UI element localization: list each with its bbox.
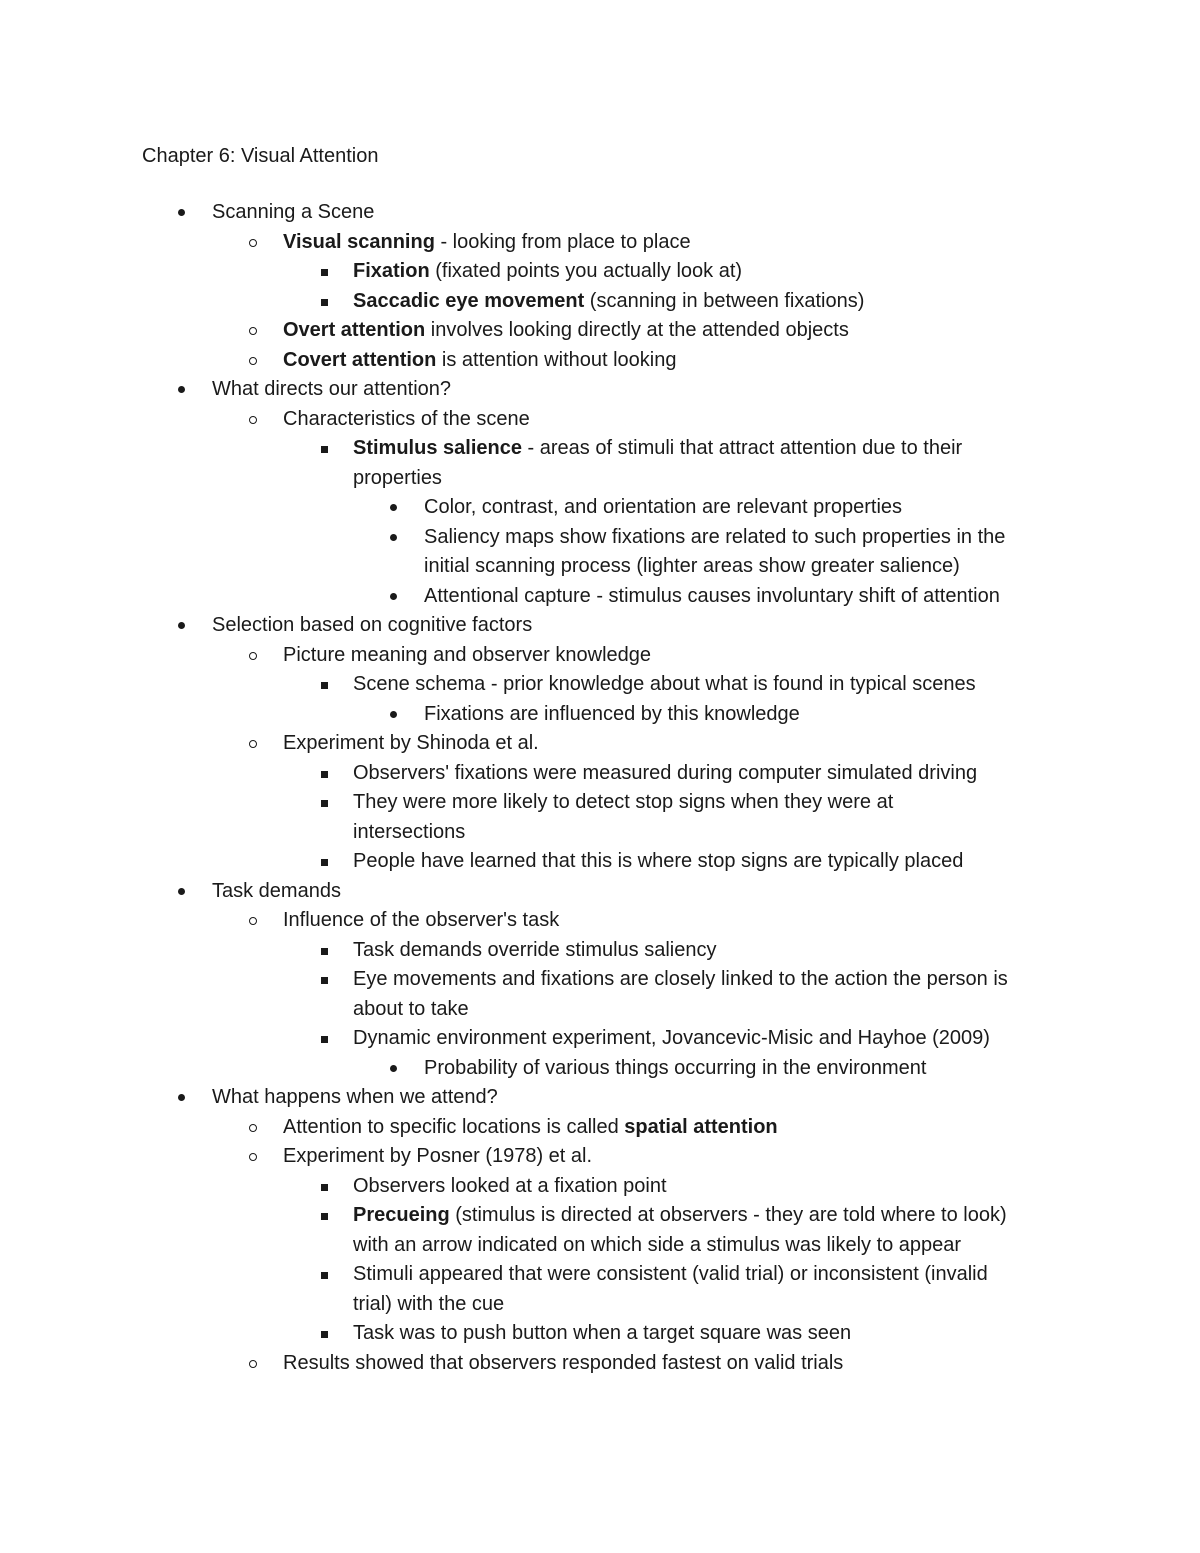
bold-term: Covert attention [283, 348, 437, 371]
item-text: about to take [353, 997, 469, 1020]
item-text: (stimulus is directed at observers - they are told where to look) [449, 1204, 1007, 1226]
disc-bullet-icon [386, 700, 406, 730]
bold-term: Fixation [353, 260, 430, 282]
item-text: Task was to push button when a target square was seen [353, 1322, 852, 1344]
square-bullet-icon [316, 759, 336, 789]
disc-bullet-icon [174, 611, 194, 641]
item-text: They were more likely to detect stop signs when they were at [353, 791, 894, 813]
item-text: Task demands override stimulus saliency [353, 938, 717, 961]
list-item [0, 877, 1200, 907]
list-item [0, 641, 1200, 671]
square-bullet-icon [316, 1201, 336, 1231]
disc-bullet-icon [174, 198, 194, 228]
item-text: Selection based on cognitive factors [212, 614, 533, 636]
circle-bullet-icon [245, 405, 265, 435]
list-item [0, 847, 1200, 877]
item-text: - areas of stimuli that attract attention due to their [521, 437, 963, 459]
disc-bullet-icon [386, 582, 406, 612]
list-item [0, 1349, 1200, 1379]
item-text: is attention without looking [436, 348, 677, 371]
list-item [0, 257, 1200, 287]
square-bullet-icon [316, 1260, 336, 1290]
list-item [0, 405, 1200, 435]
list-item [0, 287, 1200, 317]
disc-bullet-icon [386, 493, 406, 523]
list-item-continuation [0, 818, 1200, 848]
item-text: Task demands [212, 879, 341, 902]
list-item-continuation [0, 464, 1200, 494]
list-item [0, 906, 1200, 936]
item-text: Observers' fixations were measured during computer simulated driving [353, 761, 978, 784]
square-bullet-icon [316, 434, 336, 464]
list-item [0, 375, 1200, 405]
list-item [0, 759, 1200, 789]
bold-term: Precueing [353, 1204, 450, 1226]
item-text: initial scanning process (lighter areas show greater salience) [424, 555, 960, 577]
list-item [0, 936, 1200, 966]
list-item [0, 1113, 1200, 1143]
list-item [0, 316, 1200, 346]
list-item [0, 1201, 1200, 1231]
square-bullet-icon [316, 936, 336, 966]
disc-bullet-icon [386, 523, 406, 553]
disc-bullet-icon [386, 1054, 406, 1084]
list-item [0, 1024, 1200, 1054]
bullet-outline [0, 198, 1200, 1378]
item-text: Scene schema - prior knowledge about what is found in typical scenes [353, 673, 976, 695]
bold-term: Overt attention [283, 319, 426, 341]
list-item [0, 228, 1200, 258]
list-item [0, 1260, 1200, 1290]
item-text: Experiment by Shinoda et al. [283, 732, 539, 754]
list-item-continuation [0, 1290, 1200, 1320]
item-text: Saliency maps show fixations are related to such properties in the [424, 525, 1006, 548]
list-item-continuation [0, 552, 1200, 582]
circle-bullet-icon [245, 1142, 265, 1172]
circle-bullet-icon [245, 346, 265, 376]
item-text: (fixated points you actually look at) [429, 260, 743, 282]
item-text: properties [353, 466, 442, 489]
list-item [0, 965, 1200, 995]
circle-bullet-icon [245, 1349, 265, 1379]
list-item [0, 1083, 1200, 1113]
square-bullet-icon [316, 1319, 336, 1349]
list-item [0, 1172, 1200, 1202]
item-text: Fixations are influenced by this knowledge [424, 702, 800, 725]
square-bullet-icon [316, 965, 336, 995]
item-text: - looking from place to place [434, 230, 691, 253]
square-bullet-icon [316, 847, 336, 877]
item-text: intersections [353, 820, 466, 843]
item-text: Picture meaning and observer knowledge [283, 643, 651, 666]
list-item [0, 1054, 1200, 1084]
item-text: Results showed that observers responded fastest on valid trials [283, 1351, 844, 1374]
disc-bullet-icon [174, 1083, 194, 1113]
item-text: People have learned that this is where stop signs are typically placed [353, 850, 964, 872]
item-text: What happens when we attend? [212, 1086, 498, 1108]
item-text: Attentional capture - stimulus causes involuntary shift of attention [424, 584, 1000, 607]
square-bullet-icon [316, 1172, 336, 1202]
item-text: trial) with the cue [353, 1292, 505, 1315]
circle-bullet-icon [245, 906, 265, 936]
circle-bullet-icon [245, 1113, 265, 1143]
document-title: Chapter 6: Visual Attention [142, 145, 379, 167]
circle-bullet-icon [245, 228, 265, 258]
bold-term: Stimulus salience [353, 437, 522, 459]
item-text: involves looking directly at the attended objects [425, 319, 849, 341]
list-item [0, 788, 1200, 818]
item-text: Experiment by Posner (1978) et al. [283, 1145, 593, 1167]
circle-bullet-icon [245, 641, 265, 671]
item-text: Color, contrast, and orientation are relevant properties [424, 496, 903, 518]
list-item-continuation [0, 1231, 1200, 1261]
list-item [0, 700, 1200, 730]
item-text: Characteristics of the scene [283, 407, 530, 430]
item-text: with an arrow indicated on which side a stimulus was likely to appear [353, 1233, 962, 1256]
item-text: Observers looked at a fixation point [353, 1174, 667, 1197]
list-item [0, 434, 1200, 464]
square-bullet-icon [316, 287, 336, 317]
item-text: Influence of the observer's task [283, 909, 560, 931]
list-item-continuation [0, 995, 1200, 1025]
item-text: Stimuli appeared that were consistent (valid trial) or inconsistent (invalid [353, 1263, 988, 1285]
square-bullet-icon [316, 670, 336, 700]
item-text: Probability of various things occurring in the environment [424, 1056, 927, 1079]
circle-bullet-icon [245, 729, 265, 759]
list-item [0, 1142, 1200, 1172]
list-item [0, 670, 1200, 700]
item-text: What directs our attention? [212, 378, 452, 400]
square-bullet-icon [316, 257, 336, 287]
disc-bullet-icon [174, 375, 194, 405]
list-item [0, 611, 1200, 641]
item-text: Eye movements and fixations are closely linked to the action the person is [353, 968, 1008, 990]
square-bullet-icon [316, 1024, 336, 1054]
item-text: Attention to specific locations is called [283, 1115, 625, 1138]
list-item [0, 729, 1200, 759]
bold-term: Saccadic eye movement [353, 289, 585, 312]
circle-bullet-icon [245, 316, 265, 346]
list-item [0, 523, 1200, 553]
item-text: Dynamic environment experiment, Jovancevic-Misic and Hayhoe (2009) [353, 1027, 990, 1049]
bold-term: spatial attention [624, 1115, 778, 1138]
item-text: Scanning a Scene [212, 201, 375, 223]
square-bullet-icon [316, 788, 336, 818]
list-item [0, 198, 1200, 228]
bold-term: Visual scanning [283, 230, 435, 253]
list-item [0, 582, 1200, 612]
disc-bullet-icon [174, 877, 194, 907]
item-text: (scanning in between fixations) [584, 289, 865, 312]
list-item [0, 346, 1200, 376]
list-item [0, 1319, 1200, 1349]
list-item [0, 493, 1200, 523]
